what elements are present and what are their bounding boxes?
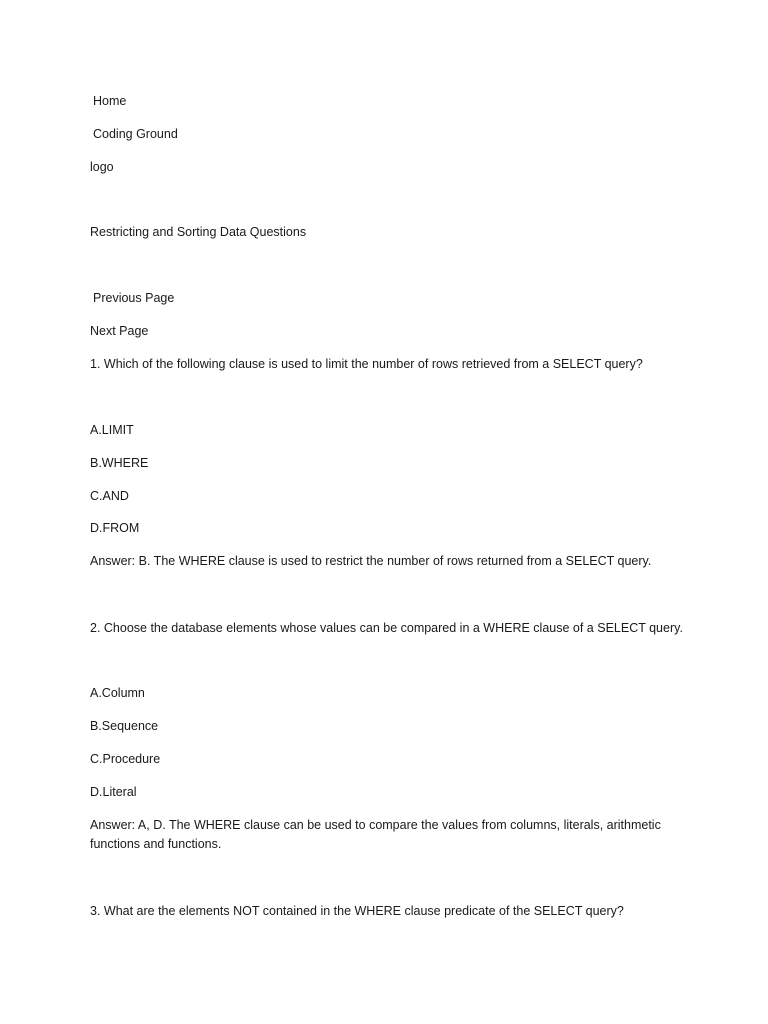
question-1-answer: Answer: B. The WHERE clause is used to restrict the number of rows returned from a SELECT query. [90,554,652,568]
previous-page[interactable] [90,289,693,308]
logo: logo [90,160,114,174]
nav-coding-ground[interactable] [90,125,693,144]
question-2-answer: Answer: A, D. The WHERE clause can be used to compare the values from columns, literals, arithmetic functions and functions. [90,818,661,851]
question-3-text: 3. What are the elements NOT contained in the WHERE clause predicate of the SELECT query? [90,904,624,918]
question-2-option-a: A.Column [90,686,145,700]
next-page-link[interactable]: Next Page [90,324,149,338]
nav-home-link[interactable]: Home [93,94,127,108]
question-2-option-d: D.Literal [90,785,137,799]
question-2-option-c: C.Procedure [90,752,161,766]
page-title: Restricting and Sorting Data Questions [90,225,307,239]
question-2-option-b: B.Sequence [90,719,159,733]
nav-coding-ground-link[interactable]: Coding Ground [93,127,178,141]
next-page[interactable] [90,322,690,341]
question-1-option-a: A.LIMIT [90,423,134,437]
question-1-text: 1. Which of the following clause is used to limit the number of rows retrieved from a SELECT query? [90,357,643,371]
question-2-text: 2. Choose the database elements whose values can be compared in a WHERE clause of a SELECT query. [90,621,683,635]
nav-home[interactable] [90,92,693,111]
question-1-option-c: C.AND [90,489,129,503]
question-1-option-d: D.FROM [90,521,140,535]
previous-page-link[interactable]: Previous Page [93,291,175,305]
question-1-option-b: B.WHERE [90,456,149,470]
